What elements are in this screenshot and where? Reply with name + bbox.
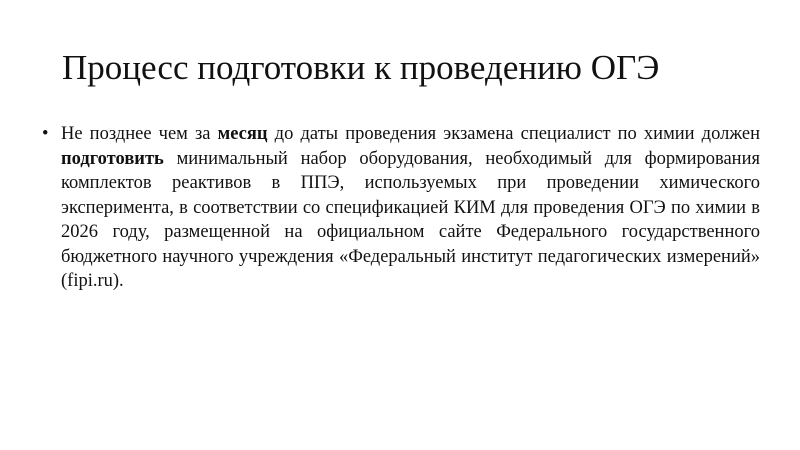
emphasis-prepare: подготовить <box>61 148 164 169</box>
bullet-list <box>42 122 760 294</box>
slide-title: Процесс подготовки к проведению ОГЭ <box>62 48 660 87</box>
paragraph-text-2: до даты проведения экзамена специалист по химии должен <box>267 124 760 144</box>
emphasis-month: месяц <box>217 124 268 144</box>
list-item <box>42 122 760 294</box>
bullet-icon: • <box>42 124 49 144</box>
paragraph-text-1: Не позднее чем за <box>61 124 218 144</box>
paragraph-text-3: минимальный набор оборудования, необходимый для формирования комплектов реактивов в ППЭ, используемых при проведении химического эксперимента, в соответствии со спецификацией КИМ для проведения ОГЭ по химии в 2026 году, размещенной на официальном сайте Федерального государственного бюджетного научного учреждения «Федеральный институт педагогических измерений» (fipi.ru). <box>61 148 760 291</box>
